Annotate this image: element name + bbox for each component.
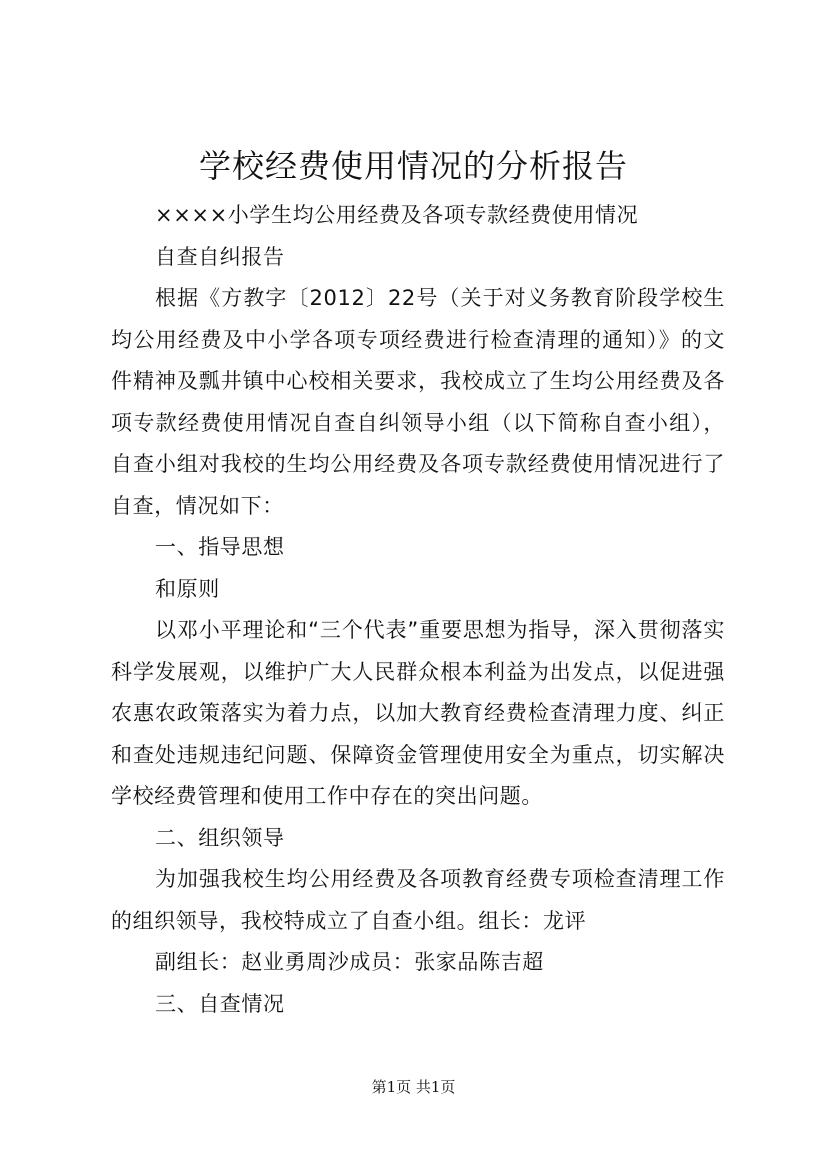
paragraph-guiding-principles: 以邓小平理论和“三个代表”重要思想为指导，深入贯彻落实科学发展观，以维护广大人民群众根本利益为出发点，以促进强农惠农政策落实为着力点，以加大教育经费检查清理力度、纠正和查处违规违纪问题、保障资金管理使用安全为重点，切实解决学校经费管理和使用工作中存在的突出问题。 [111, 618, 725, 808]
paragraph-organization: 为加强我校生均公用经费及各项教育经费专项检查清理工作的组织领导，我校特成立了自查小组。组长：龙评 [111, 867, 725, 933]
paragraph-members: 副组长：赵业勇周沙成员：张家品陈吉超 [155, 950, 544, 974]
paragraph-intro: 根据《方教字〔2012〕22号（关于对义务教育阶段学校生均公用经费及中小学各项专项经费进行检查清理的通知）》的文件精神及瓢井镇中心校相关要求，我校成立了生均公用经费及各项专款经费使用情况自查自纠领导小组（以下简称自查小组），自查小组对我校的生均公用经费及各项专款经费使用情况进行了自查，情况如下： [111, 286, 725, 518]
page-footer: 第1页 共1页 [371, 1078, 456, 1096]
paragraph-subtitle: ××××小学生均公用经费及各项专款经费使用情况 [155, 203, 639, 227]
document-body [111, 195, 725, 1025]
section-heading-principles: 和原则 [155, 576, 220, 601]
section-heading-organization: 二、组织领导 [155, 825, 285, 850]
document-title: 学校经费使用情况的分析报告 [198, 147, 628, 185]
section-heading-self-check: 三、自查情况 [155, 991, 285, 1016]
paragraph-report-title: 自查自纠报告 [155, 244, 285, 269]
section-heading-guiding-ideology: 一、指导思想 [155, 535, 285, 559]
